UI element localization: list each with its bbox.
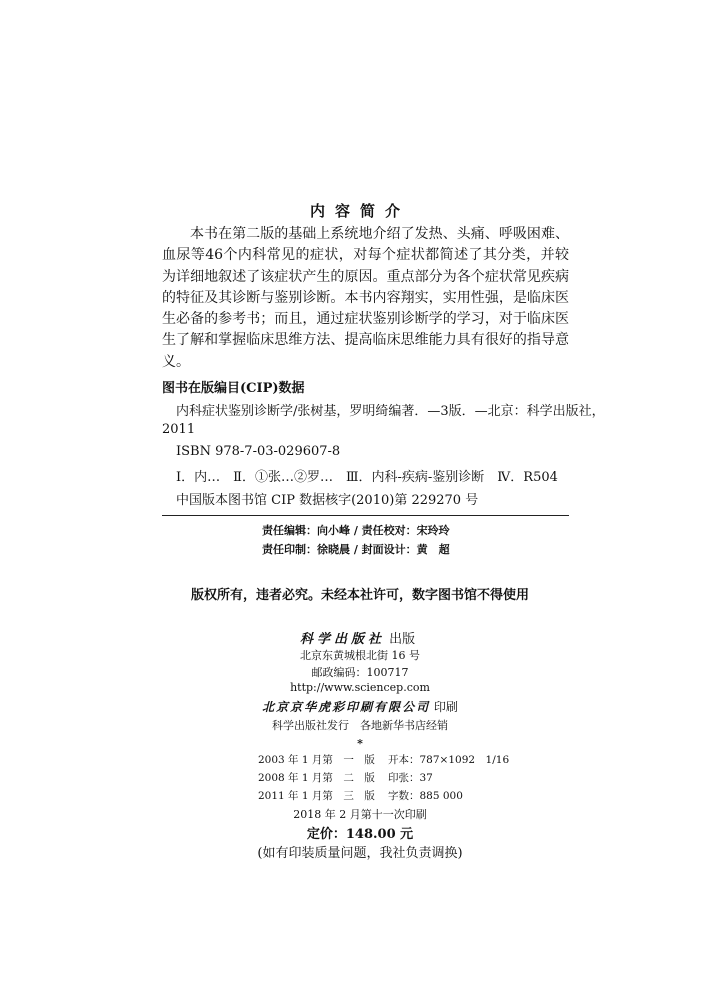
- cip-heading: 图书在版编目(CIP)数据: [162, 381, 305, 396]
- cip-year-line: 2011: [162, 422, 196, 437]
- cip-classification: Ⅰ．内… Ⅱ．①张…②罗… Ⅲ．内科-疾病-鉴别诊断 Ⅳ．R504: [176, 470, 558, 485]
- quality-note: (如有印装质量问题，我社负责调换): [257, 846, 463, 861]
- summary-title: 内容简介: [309, 202, 410, 220]
- edition-spec: 印张：37: [388, 772, 433, 784]
- summary-body: [162, 224, 569, 373]
- edition-spec: 开本：787×1092 1/16: [388, 754, 510, 766]
- cip-record-number: 中国版本图书馆 CIP 数据核字(2010)第 229270 号: [176, 493, 479, 508]
- printer-name: 北京京华虎彩印刷有限公司: [262, 700, 431, 714]
- cip-bibliographic-line: 内科症状鉴别诊断学/张树基，罗明绮编著．—3版．—北京：科学出版社，: [176, 404, 605, 419]
- printing-line: 2018 年 2 月第十一次印刷: [293, 808, 427, 821]
- publisher-address: 北京东黄城根北街 16 号: [300, 649, 420, 662]
- printer-suffix: 印刷: [433, 700, 458, 714]
- copyright-notice: 版权所有，违者必究。未经本社许可，数字图书馆不得使用: [190, 588, 529, 603]
- price: 定价：148.00 元: [306, 827, 414, 842]
- publisher-url: http://www.sciencep.com: [290, 681, 430, 694]
- cip-isbn: ISBN 978-7-03-029607-8: [176, 444, 341, 459]
- edition-date: 2008 年 1 月第 二 版: [258, 772, 375, 784]
- publisher-postcode: 邮政编码：100717: [311, 666, 409, 679]
- staff-production: 责任印制：徐晓晨 / 封面设计：黄 超: [262, 543, 450, 556]
- distribution-line: 科学出版社发行 各地新华书店经销: [272, 719, 448, 732]
- edition-row: [258, 770, 433, 785]
- cip-divider: [162, 515, 569, 516]
- publisher-suffix: 出版: [389, 632, 416, 647]
- summary-paragraph: 本书在第二版的基础上系统地介绍了发热、头痛、呼吸困难、血尿等46个内科常见的症状，对每个症状都简述了其分类，并较为详细地叙述了该症状产生的原因。重点部分为各个症状常见疾病的特征及其诊断与鉴别诊断。本书内容翔实，实用性强，是临床医生必备的参考书；而且，通过症状鉴别诊断学的学习，对于临床医生了解和掌握临床思维方法、提高临床思维能力具有很好的指导意义。: [162, 226, 569, 370]
- edition-date: 2011 年 1 月第 三 版: [258, 790, 375, 802]
- edition-row: [258, 752, 509, 767]
- edition-date: 2003 年 1 月第 一 版: [258, 754, 375, 766]
- publisher-logo-name: 科学出版社: [300, 632, 386, 647]
- staff-editors: 责任编辑：向小峰 / 责任校对：宋玲玲: [262, 524, 450, 537]
- edition-row: [258, 788, 463, 803]
- publisher-line: [300, 628, 415, 647]
- edition-spec: 字数：885 000: [388, 790, 463, 802]
- printer-line: [0, 698, 720, 715]
- separator-star: *: [357, 737, 363, 750]
